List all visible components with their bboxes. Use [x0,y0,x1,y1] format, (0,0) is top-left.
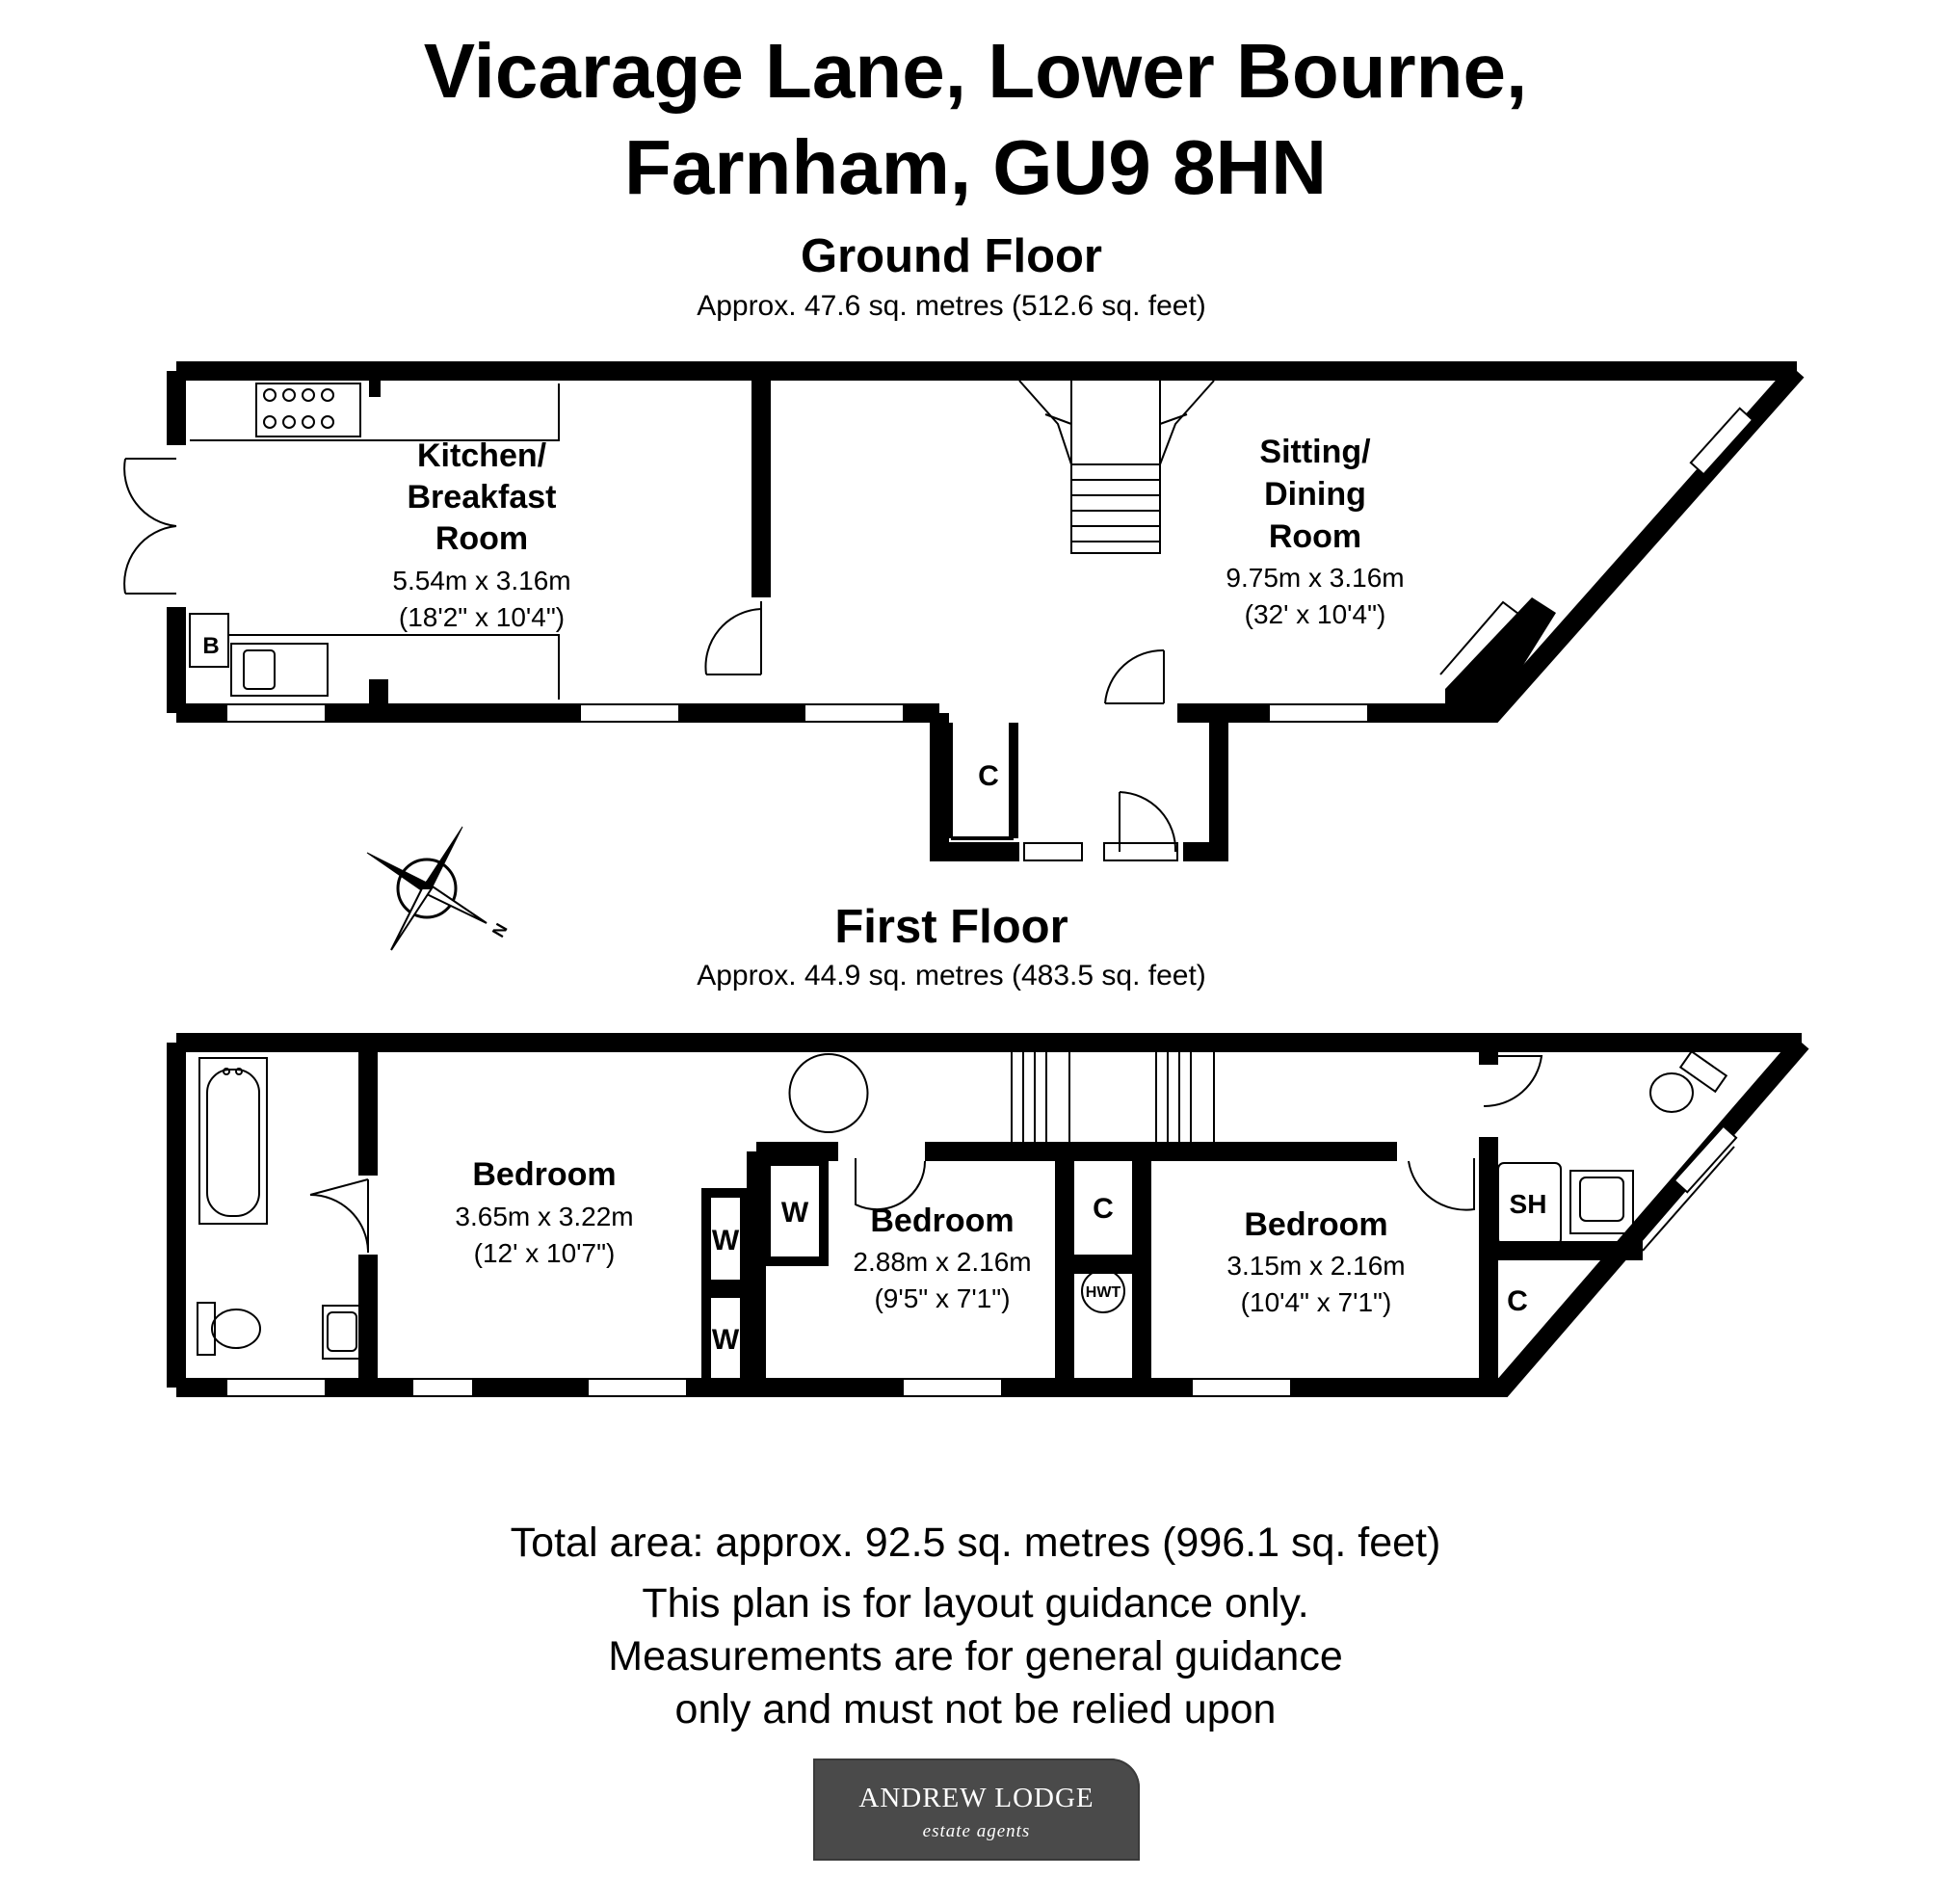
shower-label: SH [1509,1189,1547,1219]
address-line-2: Farnham, GU9 8HN [623,124,1328,210]
address-line-1: Vicarage Lane, Lower Bourne, [423,28,1528,114]
kitchen-french-doors [124,459,176,594]
first-floor-labels [455,1156,1546,1356]
disclaimer-line-3: only and must not be relied upon [674,1686,1277,1732]
logo-tagline: estate agents [922,1821,1031,1841]
hwt-label: HWT [1085,1284,1121,1301]
sitting-name-2: Dining [1264,476,1366,513]
boiler-label: B [202,633,220,659]
bedroom2-metric: 2.88m x 2.16m [853,1247,1032,1277]
bath-icon [199,1058,267,1224]
disclaimer-line-2: Measurements are for general guidance [608,1633,1343,1679]
internal-door-arc [705,601,761,674]
logo-name: ANDREW LODGE [858,1783,1094,1813]
wardrobe-label-2: W [711,1324,740,1356]
sitting-name-1: Sitting/ [1259,434,1371,470]
kitchen-metric: 5.54m x 3.16m [392,566,571,595]
bedroom1-metric: 3.65m x 3.22m [455,1202,634,1231]
bedroom1-imperial: (12' x 10'7") [473,1238,616,1268]
total-area: Total area: approx. 92.5 sq. metres (996.1 sq. feet) [510,1520,1441,1566]
ground-floor-area: Approx. 47.6 sq. metres (512.6 sq. feet) [697,290,1206,322]
ground-floor-plan [124,371,1797,860]
compass-north-label: N [488,919,512,941]
estate-agent-logo [813,1759,1140,1861]
first-floor-title: First Floor [834,901,1068,953]
sitting-imperial: (32' x 10'4") [1244,599,1386,629]
bedroom1-name: Bedroom [472,1156,617,1193]
kitchen-name-1: Kitchen/ [416,437,547,474]
kitchen-imperial: (18'2" x 10'4") [398,602,566,632]
wardrobe-label-1: W [711,1225,740,1256]
sitting-metric: 9.75m x 3.16m [1226,563,1405,593]
bedroom3-imperial: (10'4" x 7'1") [1240,1287,1392,1317]
bedroom2-imperial: (9'5" x 7'1") [874,1283,1011,1313]
basin-icon [323,1306,361,1359]
first-floor-stairs [1012,1052,1214,1142]
sitting-name-3: Room [1268,518,1362,555]
ground-floor-stairs [1019,381,1214,553]
ground-floor-title: Ground Floor [801,230,1102,282]
bedroom3-metric: 3.15m x 2.16m [1226,1251,1406,1281]
bedroom2-name: Bedroom [870,1203,1015,1239]
toilet-icon [198,1303,260,1355]
bedroom3-name: Bedroom [1244,1206,1388,1243]
ground-cupboard-label: C [978,760,999,792]
ensuite-cupboard-label: C [1507,1285,1528,1317]
kitchen-name-2: Breakfast [407,479,557,516]
disclaimer-line-1: This plan is for layout guidance only. [642,1580,1309,1626]
compass-icon [367,827,512,950]
ground-floor-windows [226,704,1368,860]
first-floor-area: Approx. 44.9 sq. metres (483.5 sq. feet) [697,960,1206,992]
kitchen-name-3: Room [435,520,529,557]
wardrobe-label-3: W [780,1197,809,1229]
landing-cupboard-label: C [1093,1193,1114,1225]
